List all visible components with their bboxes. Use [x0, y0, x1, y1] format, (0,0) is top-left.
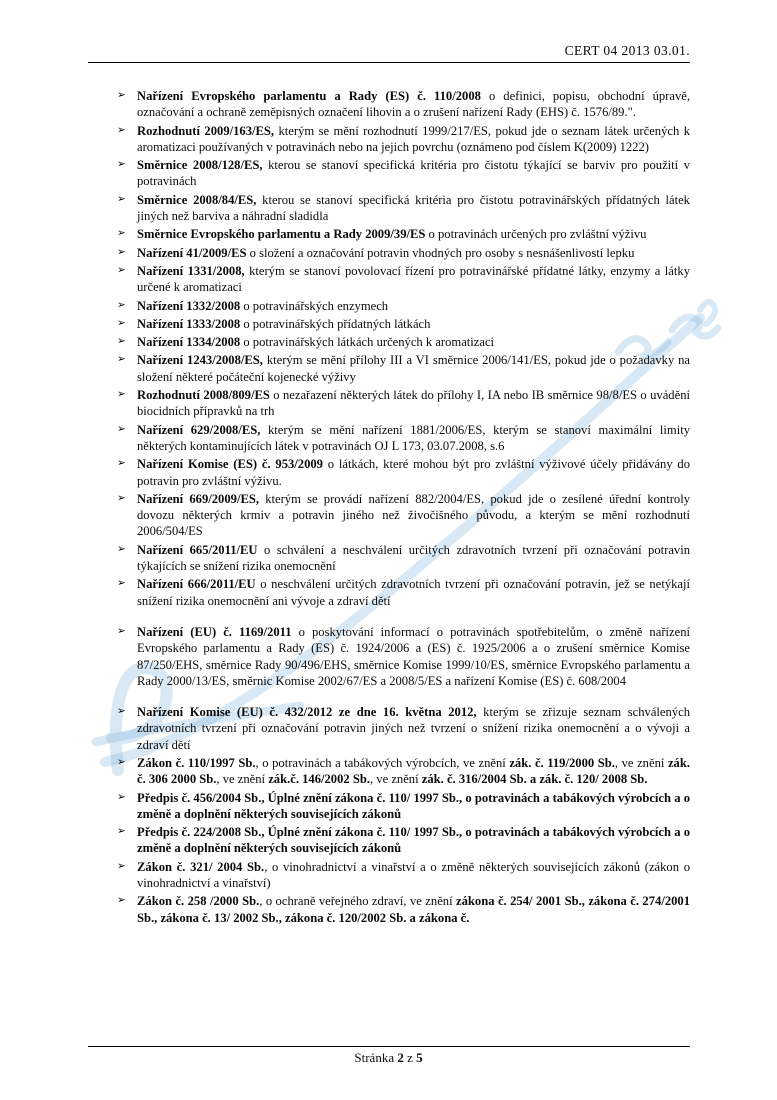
bullet-arrow-icon: ➢: [117, 264, 126, 276]
list-item-text: Nařízení 629/2008/ES, kterým se mění nařízení 1881/2006/ES, kterým se stanoví maximální limity některých kontaminujících látek v potravinách OJ L 173, 03.07.2008, s.6: [137, 422, 690, 453]
list-item: [117, 542, 690, 575]
bullet-arrow-icon: ➢: [117, 246, 126, 258]
bullet-arrow-icon: ➢: [117, 860, 126, 872]
bullet-arrow-icon: ➢: [117, 826, 126, 838]
bullet-arrow-icon: ➢: [117, 193, 126, 205]
list-item: [117, 491, 690, 540]
list-item-text: Zákon č. 258 /2000 Sb., o ochraně veřejného zdraví, ve znění zákona č. 254/ 2001 Sb., zákona č. 274/2001 Sb., zákona č. 13/ 2002 Sb., zákona č. 120/2002 Sb. a zákona č.: [137, 894, 691, 925]
list-item-text: Zákon č. 110/1997 Sb., o potravinách a tabákových výrobcích, ve znění zák. č. 119/2000 Sb., ve znění zák. č. 306 2000 Sb., ve znění zák.č. 146/2002 Sb., ve znění zák. č. 316/2004 Sb. a zák. č. 120/ 2008 Sb.: [137, 755, 690, 787]
list-item-text: Nařízení (EU) č. 1169/2011 o poskytování informací o potravinách spotřebitelům, o změně nařízení Evropského parlamentu a Rady (ES) č. 1924/2006 a (ES) č. 1925/2006 a o zrušení směrnice Komise 87/250/EHS, směrnice Rady 90/496/EHS, směrnice Komise 1999/10/ES, směrnice Evropského parlamentu a Rady 2000/13/ES, směrnic Komise 2002/67/ES a 2008/5/ES a nařízení Komise (ES) č. 608/2004: [137, 624, 690, 688]
list-item-text: Nařízení 41/2009/ES o složení a označování potravin vhodných pro osoby s nesnášenlivostí lepku: [137, 245, 635, 260]
list-item-text: Rozhodnutí 2008/809/ES o nezařazení některých látek do přílohy I, IA nebo IB směrnice 98/8/ES o uvádění biocidních přípravků na trh: [137, 388, 690, 419]
list-item: [117, 859, 690, 892]
list-item-text: Předpis č. 456/2004 Sb., Úplné znění zákona č. 110/ 1997 Sb., o potravinách a tabákových výrobcích a o změně a doplnění některých souvisejících zákonů: [137, 790, 690, 821]
list-item-text: Nařízení Komise (EU) č. 432/2012 ze dne 16. května 2012, kterým se zřizuje seznam schválených zdravotních tvrzení při označování potravin jiných než tvrzení o snížení rizika onemocnění a o vývoji a zdraví dětí: [137, 705, 691, 752]
list-item: [117, 755, 690, 788]
footer-total-pages: 5: [416, 1050, 423, 1065]
list-item-text: Nařízení 665/2011/EU o schválení a neschválení určitých zdravotních tvrzení při označování potravin týkajících se snížení rizika onemocnění: [137, 542, 691, 574]
list-item: [117, 893, 690, 926]
list-item: [117, 226, 690, 242]
list-item-text: Rozhodnutí 2009/163/ES, kterým se mění rozhodnutí 1999/217/ES, pokud jde o seznam látek určených k aromatizaci používaných v potravinách nebo na jejich povrchu (oznámeno pod číslem K(2009) 1222): [137, 123, 690, 154]
list-item: [117, 157, 690, 190]
bullet-arrow-icon: ➢: [117, 791, 126, 803]
bullet-arrow-icon: ➢: [117, 354, 126, 366]
bullet-arrow-icon: ➢: [117, 389, 126, 401]
list-item: [117, 387, 690, 420]
list-item-text: Nařízení 1334/2008 o potravinářských látkách určených k aromatizaci: [137, 335, 495, 350]
footer-rule: [88, 1046, 690, 1047]
footer-page-number: 2: [397, 1050, 404, 1065]
list-item: [117, 352, 690, 385]
bullet-arrow-icon: ➢: [117, 124, 126, 136]
bullet-arrow-icon: ➢: [117, 458, 126, 470]
list-item: [117, 456, 690, 489]
bullet-arrow-icon: ➢: [117, 423, 126, 435]
document-code: CERT 04 2013 03.01.: [564, 43, 690, 58]
header-rule: [88, 62, 690, 63]
list-item: [117, 624, 690, 689]
list-item-text: Předpis č. 224/2008 Sb., Úplné znění zákona č. 110/ 1997 Sb., o potravinách a tabákových výrobcích a o změně a doplnění některých souvisejících zákonů: [137, 825, 690, 856]
list-item: [117, 704, 690, 753]
list-item: [117, 263, 690, 296]
list-item-text: Nařízení Evropského parlamentu a Rady (ES) č. 110/2008 o definici, popisu, obchodní úpravě, označování a ochraně zeměpisných označení lihovin a o zrušení nařízení Rady (EHS) č. 1576/89.".: [137, 89, 691, 120]
bullet-arrow-icon: ➢: [117, 756, 126, 768]
bullet-arrow-icon: ➢: [117, 625, 126, 637]
bullet-arrow-icon: ➢: [117, 317, 126, 329]
list-item-text: Nařízení 669/2009/ES, kterým se provádí nařízení 882/2004/ES, pokud jde o zesílené úřední kontroly dovozu některých krmiv a potravin jiného než živočišného původu, a kterým se mění rozhodnutí 2006/504/ES: [137, 491, 691, 539]
list-item: [117, 298, 690, 314]
list-item-text: Nařízení 1243/2008/ES, kterým se mění přílohy III a VI směrnice 2006/141/ES, pokud jde o požadavky na složení některé počáteční kojenecké výživy: [137, 353, 690, 384]
list-item-text: Nařízení 666/2011/EU o neschválení určitých zdravotních tvrzení při označování potravin, jež se netýkají snížení rizika onemocnění ani vývoje a zdraví dětí: [137, 577, 691, 608]
footer-separator: z: [403, 1050, 417, 1065]
list-item: [117, 576, 690, 609]
page-header: [88, 43, 690, 59]
list-item-text: Zákon č. 321/ 2004 Sb., o vinohradnictví a vinařství a o změně některých souvisejících zákonů (zákon o vinohradnictví a vinařství): [137, 859, 690, 891]
list-item-text: Nařízení 1332/2008 o potravinářských enzymech: [137, 298, 389, 313]
list-item-text: Nařízení 1331/2008, kterým se stanoví povolovací řízení pro potravinářské přídatné látky, enzymy a látky určené k aromatizaci: [137, 263, 690, 295]
bullet-arrow-icon: ➢: [117, 299, 126, 311]
list-item-text: Nařízení 1333/2008 o potravinářských přídatných látkách: [137, 316, 431, 331]
regulation-list: [117, 88, 690, 928]
list-item-text: Nařízení Komise (ES) č. 953/2009 o látkách, které mohou být pro zvláštní výživové účely přidávány do potravin pro zvláštní výživu.: [137, 457, 691, 488]
bullet-arrow-icon: ➢: [117, 895, 126, 907]
list-item: [117, 245, 690, 261]
list-item-text: Směrnice 2008/128/ES, kterou se stanoví specifická kritéria pro čistotu týkající se barviv pro použití v potravinách: [137, 158, 690, 189]
bullet-arrow-icon: ➢: [117, 543, 126, 555]
list-item: [117, 192, 690, 225]
bullet-arrow-icon: ➢: [117, 90, 126, 101]
bullet-arrow-icon: ➢: [117, 706, 126, 718]
list-item: [117, 824, 690, 857]
list-item-text: Směrnice Evropského parlamentu a Rady 2009/39/ES o potravinách určených pro zvláštní výživu: [137, 227, 647, 242]
page-footer: [0, 1050, 777, 1066]
bullet-arrow-icon: ➢: [117, 578, 126, 590]
list-item-text: Směrnice 2008/84/ES, kterou se stanoví specifická kritéria pro čistotu potravinářských přídatných látek jiných než barviva a náhradní sladidla: [137, 192, 690, 224]
bullet-arrow-icon: ➢: [117, 159, 126, 171]
footer-prefix: Stránka: [354, 1050, 398, 1065]
list-item: [117, 422, 690, 455]
list-item: [117, 123, 690, 156]
bullet-arrow-icon: ➢: [117, 492, 126, 504]
list-item: [117, 88, 690, 121]
bullet-arrow-icon: ➢: [117, 336, 126, 348]
bullet-arrow-icon: ➢: [117, 228, 126, 240]
list-item: [117, 790, 690, 823]
list-item: [117, 316, 690, 332]
list-item: [117, 334, 690, 350]
